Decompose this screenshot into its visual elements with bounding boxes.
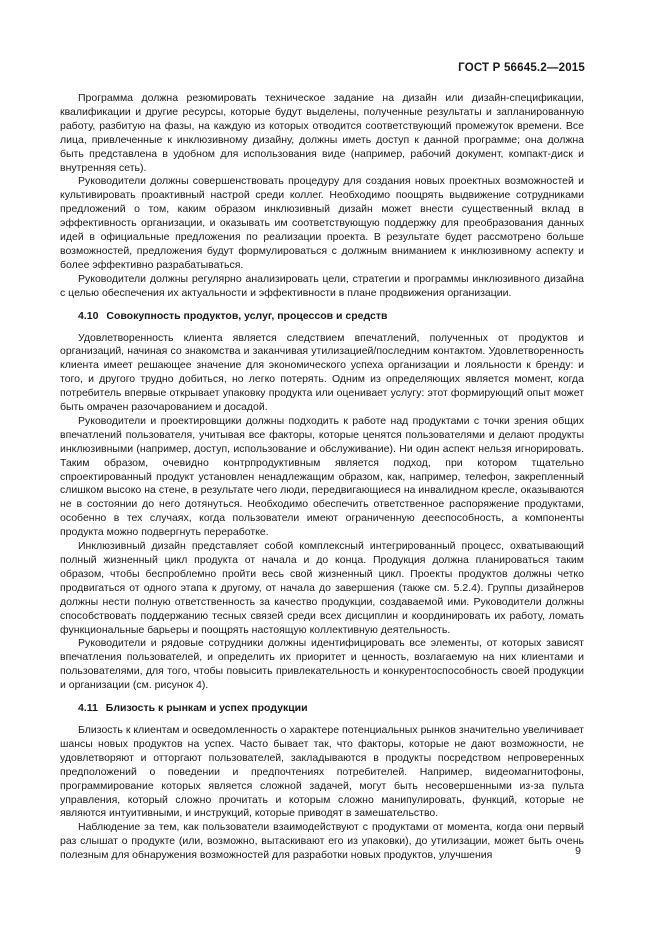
page-content [60,92,584,863]
paragraph: Руководители и рядовые сотрудники должны идентифицировать все элементы, от которых зависят впечатления пользователей, и определить их приоритет и ценность, возлагаемую на них клиентами и пользователями, для того, чтобы повысить привлекательность и конкурентоспособность своей продукции и организации (см. рисунок 4). [60,637,584,692]
section-title: Близость к рынкам и успех продукции [105,702,308,715]
paragraph: Инклюзивный дизайн представляет собой комплексный интегрированный процесс, охватывающий полный жизненный цикл продукта от начала и до конца. Продукция должна планироваться таким образом, чтобы беспроблемно пройти весь свой жизненный цикл. Проекты продуктов должны четко продвигаться от одного этапа к другому, от начала до завершения (также см. 5.2.4). Группы дизайнеров должны нести полную ответственность за качество продукции, создаваемой ими. Руководители должны способствовать поддержанию тесных связей среди всех дисциплин и координировать их работу, ломать функциональные барьеры и поощрять настоящую коллективную деятельность. [60,540,584,636]
document-code: ГОСТ Р 56645.2—2015 [458,62,585,74]
section-heading-4-10 [60,310,584,324]
paragraph: Руководители и проектировщики должны подходить к работе над продуктами с точки зрения общих впечатлений пользователя, учитывая все факторы, которые ценятся пользователями и делают продукты инклюзивными (например, доступ, использование и обслуживание). Ни один аспект нельзя игнорировать. Таким образом, очевидно контрпродуктивным является подход, при котором тщательно спроектированный продукт установлен ненадлежащим образом, как, например, телефон, закрепленный слишком высоко на стене, в результате чего люди, передвигающиеся на инвалидном кресле, оказываются не в состоянии до него дотянуться. Необходимо обеспечить ответственное распоряжение продуктами, особенно в тех случаях, когда пользователи имеют ограниченную дееспособность, а компоненты продукта можно подвергнуть переработке. [60,414,584,539]
paragraph: Руководители должны регулярно анализировать цели, стратегии и программы инклюзивного дизайна с целью обеспечения их актуальности и эффективности в плане продвижения организации. [60,272,584,299]
paragraph: Наблюдение за тем, как пользователи взаимодействуют с продуктами от момента, когда они первый раз слышат о продукте (или, возможно, вытаскивают его из упаковки), до утилизации, может быть очень полезным для обнаружения возможностей для разработки новых продуктов, улучшения [60,821,584,862]
section-heading-4-11 [60,702,584,716]
section-number: 4.10 [78,309,99,322]
paragraph: Удовлетворенность клиента является следствием впечатлений, полученных от продуктов и организаций, начиная со знакомства и заканчивая утилизацией/последним контактом. Удовлетворенность клиента имеет решающее значение для экономического успеха организации и лояльности к бренду: и того, и другого трудно добиться, но легко потерять. Одним из определяющих является момент, когда потребитель впервые открывает упаковку продукта или оценивает услугу: этот формирующий опыт может быть омрачен разочарованием и досадой. [60,331,584,414]
page-number: 9 [575,845,581,857]
paragraph: Программа должна резюмировать техническое задание на дизайн или дизайн-спецификации, квалификации и другие ресурсы, которые будут выделены, полученные результаты и запланированную работу, разбитую на фазы, на каждую из которых отводится соответствующий промежуток времени. Все лица, привлеченные к инклюзивному дизайну, должны иметь доступ к данной программе; она должна быть представлена в удобном для использования виде (например, рабочий документ, компакт-диск и внутренняя сеть). [60,92,584,174]
paragraph: Руководители должны совершенствовать процедуру для создания новых проектных возможностей и культивировать проактивный настрой среди коллег. Необходимо поощрять выдвижение сотрудниками предложений о том, каким образом инклюзивный дизайн может внести существенный вклад в эффективность организации, и оказывать им соответствующую поддержку для преобразования данных идей в официальные предложения по реализации проекта. В результате будет рассмотрено больше возможностей, предложения будут формулироваться с должным вниманием к инклюзивному аспекту и более эффективно разрабатываться. [60,175,584,271]
paragraph: Близость к клиентам и осведомленность о характере потенциальных рынков значительно увеличивает шансы новых продуктов на успех. Часто бывает так, что факторы, которые не дают возможности, не удовлетворяют и отторгают пользователей, закладываются в продукты посредством непроверенных предположений о поведении и предпочтениях потребителей. Например, видеомагнитофоны, программирование которых является сложной задачей, могут быть несовершенными из-за пульта управления, который сложно прочитать и которым сложно манипулировать, функций, которые не являются интуитивными, и инструкций, которые приводят в замешательство. [60,723,584,820]
section-title: Совокупность продуктов, услуг, процессов и средств [106,309,388,322]
section-number: 4.11 [78,702,98,715]
